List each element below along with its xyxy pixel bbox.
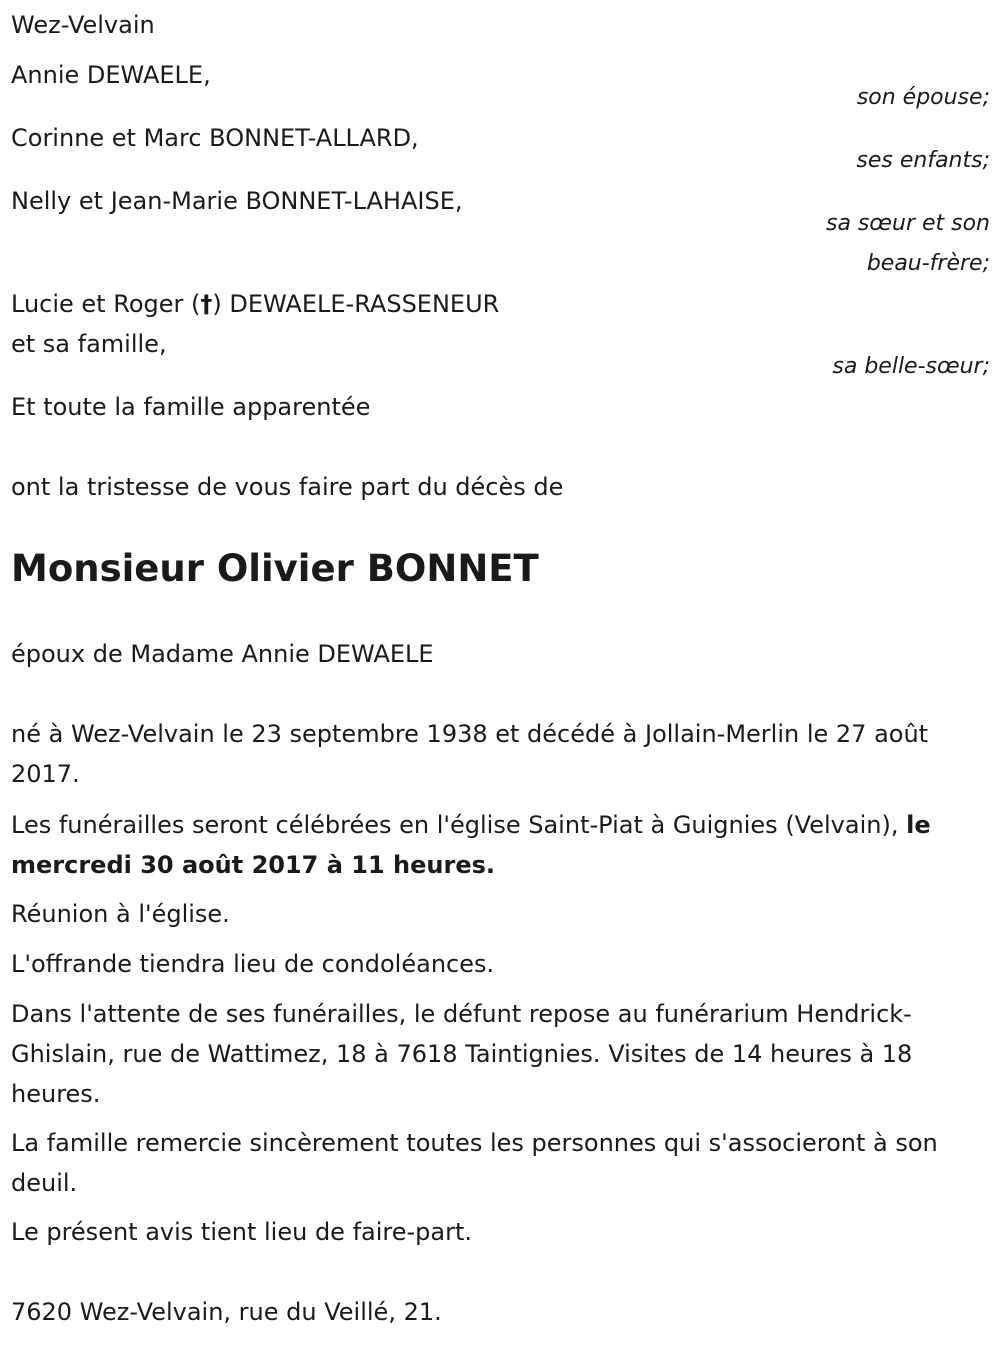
family-role-sister-in-law: sa belle-sœur; bbox=[832, 354, 990, 379]
funeral-date: le mercredi 30 août 2017 à 11 heures. bbox=[11, 811, 931, 879]
family-member-spouse: Annie DEWAELE, bbox=[11, 61, 211, 89]
address-text: 7620 Wez-Velvain, rue du Veillé, 21. bbox=[11, 1298, 442, 1326]
birth-death-text: né à Wez-Velvain le 23 septembre 1938 et décédé à Jollain-Merlin le 27 août 2017. bbox=[11, 720, 929, 788]
funeral-paragraph bbox=[11, 805, 991, 885]
family-member-children: Corinne et Marc BONNET-ALLARD, bbox=[11, 124, 419, 152]
announcement-text: ont la tristesse de vous faire part du décès de bbox=[11, 473, 564, 501]
funeral-text: Les funérailles seront célébrées en l'église Saint-Piat à Guignies (Velvain), bbox=[11, 811, 899, 839]
deceased-name: Monsieur Olivier BONNET bbox=[11, 547, 539, 590]
offering-text: L'offrande tiendra lieu de condoléances. bbox=[11, 950, 495, 978]
header-place: Wez-Velvain bbox=[11, 11, 155, 39]
family-role-children: ses enfants; bbox=[856, 148, 990, 173]
family-role-spouse: son épouse; bbox=[856, 85, 990, 110]
spouse-line: époux de Madame Annie DEWAELE bbox=[11, 640, 434, 668]
extended-family: Et toute la famille apparentée bbox=[11, 393, 371, 421]
family-member-sister-in-law bbox=[11, 284, 499, 324]
meeting-text: Réunion à l'église. bbox=[11, 900, 230, 928]
family-member-sister: Nelly et Jean-Marie BONNET-LAHAISE, bbox=[11, 187, 463, 215]
family-member-sister-in-law-line2: et sa famille, bbox=[11, 330, 167, 358]
family-member-sister-in-law-suffix: ) DEWAELE-RASSENEUR bbox=[212, 290, 500, 318]
notice-text: Le présent avis tient lieu de faire-part. bbox=[11, 1218, 473, 1246]
thanks-text: La famille remercie sincèrement toutes les personnes qui s'associeront à son deuil. bbox=[11, 1129, 938, 1197]
family-role-sister-line1: sa sœur et son bbox=[825, 211, 990, 236]
funerarium-text: Dans l'attente de ses funérailles, le défunt repose au funérarium Hendrick-Ghislain, rue de Wattimez, 18 à 7618 Taintignies. Visites de 14 heures à 18 heures. bbox=[11, 1000, 913, 1108]
cross-icon: † bbox=[200, 290, 213, 318]
family-member-sister-in-law-prefix: Lucie et Roger ( bbox=[11, 290, 201, 318]
family-role-sister-line2: beau-frère; bbox=[866, 251, 990, 276]
